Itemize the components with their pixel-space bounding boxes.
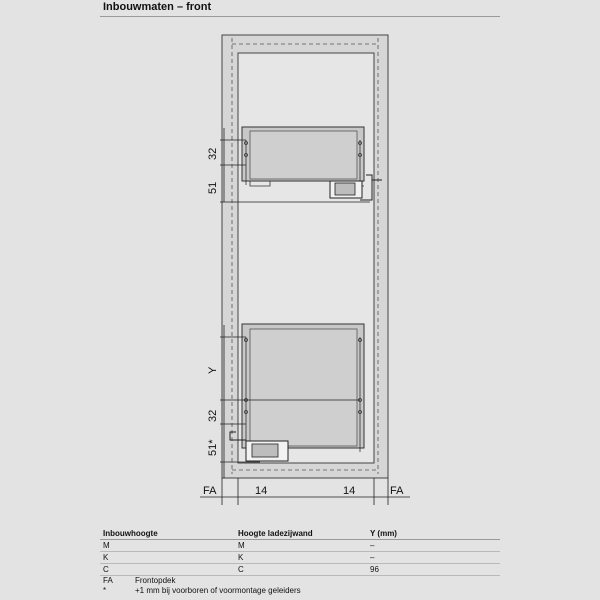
bottom-drawer <box>230 324 364 461</box>
cell: M <box>103 541 110 550</box>
legend-text: Frontopdek <box>135 576 176 585</box>
table-row <box>100 552 500 564</box>
dim-bottom-51: 51* <box>207 439 219 456</box>
dim-top-51: 51 <box>207 181 219 194</box>
legend-row <box>100 576 500 586</box>
col-header: Hoogte ladezijwand <box>238 529 313 538</box>
cell: K <box>103 553 109 562</box>
dim-14-left: 14 <box>255 485 268 497</box>
cell: C <box>238 565 244 574</box>
dim-fa-left: FA <box>203 485 217 497</box>
cell: – <box>370 541 375 550</box>
horizontal-dimensions <box>200 478 410 505</box>
cell: K <box>238 553 244 562</box>
dimensions-table <box>100 528 500 596</box>
legend-text: +1 mm bij voorboren of voormontage geleiders <box>135 586 301 595</box>
table-row <box>100 540 500 552</box>
dim-14-right: 14 <box>343 485 356 497</box>
cell: – <box>370 553 375 562</box>
cell: 96 <box>370 565 379 574</box>
table-header <box>100 528 500 540</box>
col-header: Inbouwhoogte <box>103 529 158 538</box>
dim-top-32: 32 <box>207 147 219 160</box>
table-row <box>100 564 500 576</box>
col-header: Y (mm) <box>370 529 397 538</box>
dim-bottom-y: Y <box>207 366 219 374</box>
page-title: Inbouwmaten – front <box>103 1 212 13</box>
cell: C <box>103 565 109 574</box>
dim-bottom-32: 32 <box>207 409 219 422</box>
cell: M <box>238 541 245 550</box>
legend-row <box>100 586 500 596</box>
dim-fa-right: FA <box>390 485 404 497</box>
legend-key: FA <box>103 576 113 585</box>
legend-key: * <box>103 586 107 595</box>
